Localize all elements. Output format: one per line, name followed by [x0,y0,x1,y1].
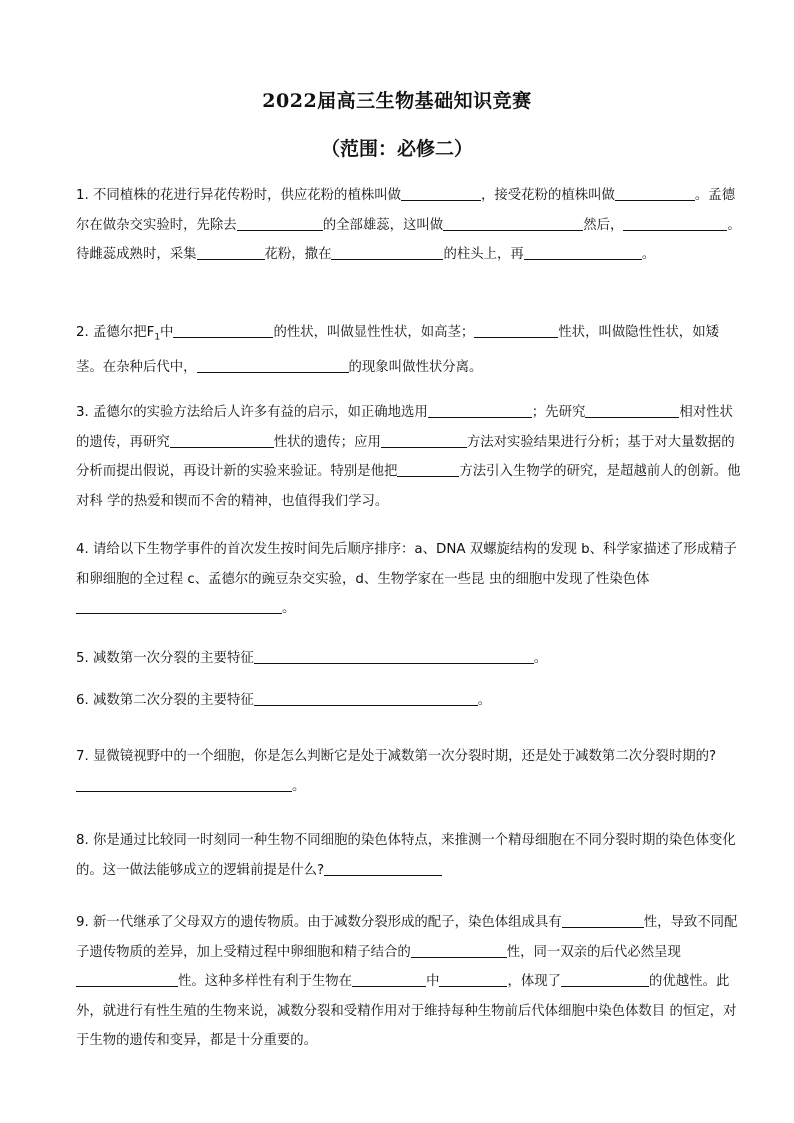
answer-blank[interactable] [562,911,644,928]
page-title: 2022届高三生物基础知识竞赛 [262,90,532,112]
question-text: 1. 不同植株的花进行异花传粉时，供应花粉的植株叫做 [76,188,402,203]
answer-blank[interactable] [381,431,467,448]
question-text: 的柱头上，再 [443,247,524,262]
answer-blank[interactable] [331,243,443,260]
question-text: 8. 你是通过比较同一时刻同一种生物不同细胞的染色体特点，来推测一个精母细胞在不同分裂时期的染色体变化的。这一做法能够成立的逻辑前提是什么? [76,833,736,878]
answer-blank[interactable] [401,184,481,201]
question-9 [76,908,742,1056]
answer-blank[interactable] [474,321,558,338]
answer-blank[interactable] [524,243,642,260]
question-text: 性，同一双亲的后代必然呈现 [506,944,681,960]
question-text: 。 [292,778,306,794]
question-text: 2. 孟德尔把F [76,325,155,340]
answer-blank[interactable] [237,214,323,231]
question-text: 中 [160,325,174,340]
answer-blank[interactable] [76,970,178,987]
answer-blank[interactable] [397,460,459,477]
answer-blank[interactable] [170,431,274,448]
answer-blank[interactable] [585,401,679,418]
question-text: 。 [533,651,548,666]
question-text: ，接受花粉的植株叫做 [481,188,615,203]
question-text: 6. 减数第二次分裂的主要特征 [76,693,254,708]
answer-blank[interactable] [443,214,583,231]
answer-blank[interactable] [173,321,273,338]
question-3 [76,398,742,516]
answer-blank[interactable] [324,859,442,876]
question-text: 方法引入生物学的研究，是超越前人的创新。他对科 学的热爱和锲而不舍的精神，也值得我们学习。 [76,464,741,509]
question-8 [76,826,742,885]
question-2 [76,318,742,383]
question-text: 的优越性。此外，就进行有性生殖的生物来说，减数分裂和受精作用对于维持每种生物前后代体细胞中染色体数目 的恒定，对于生物的遗传和变异，都是十分重要的。 [76,974,737,1048]
question-text: 。 [641,247,656,262]
question-text: 性状，叫做隐性性状，如矮茎。在杂种后代中， [76,325,719,376]
answer-blank[interactable] [197,243,265,260]
page-subtitle: （范围：必修二） [320,138,473,160]
question-text: 性状的遗传；应用 [273,434,381,450]
answer-blank[interactable] [254,689,478,706]
answer-blank[interactable] [197,356,349,373]
question-text: 花粉，撒在 [264,247,332,262]
question-text: 的全部雄蕊，这叫做 [322,217,444,233]
question-text: 。待雌蕊成熟时，采集 [76,217,741,262]
answer-blank[interactable] [254,647,534,664]
question-text: 然后， [583,217,624,233]
question-1 [76,181,742,270]
question-text: 方法对实验结果进行分析；基于对大量数据的分析而提出假说，再设计新的实验来验证。特别是他把 [76,434,735,479]
question-text: 。 [477,693,492,708]
question-text: 7. 显微镜视野中的一个细胞，你是怎么判断它是处于减数第一次分裂时期，还是处于减数第二次分裂时期的? [76,749,717,764]
answer-blank[interactable] [615,184,695,201]
question-4 [76,535,742,624]
question-text: 性。这种多样性有利于生物在 [178,974,353,989]
question-5 [76,644,742,674]
question-text: 的现象叫做性状分离。 [348,360,483,376]
question-text: 9. 新一代继承了父母双方的遗传物质。由于减数分裂形成的配子，染色体组成具有 [76,915,562,930]
answer-blank[interactable] [76,775,292,792]
subscript: 1 [154,332,161,343]
question-6 [76,686,742,716]
question-text: 。孟德尔在做杂交实验时，先除去 [76,188,736,233]
answer-blank[interactable] [561,970,649,987]
answer-blank[interactable] [428,401,532,418]
question-text: 的性状，叫做显性性状，如高茎； [273,325,475,340]
question-text: 中 [426,974,440,989]
answer-blank[interactable] [76,597,282,614]
question-text: ；先研究 [531,405,586,420]
question-text: 3. 孟德尔的实验方法给后人许多有益的启示，如正确地选用 [76,405,428,420]
answer-blank[interactable] [352,970,426,987]
question-text: 相对性状的遗传，再研究 [76,405,733,450]
question-text: 。 [282,601,296,616]
question-text: 5. 减数第一次分裂的主要特征 [76,651,254,666]
question-text: ，体现了 [507,974,562,989]
question-text: 4. 请给以下生物学事件的首次发生按时间先后顺序排序：a、DNA 双螺旋结构的发现 b、科学家描述了形成精子和卵细胞的全过程 c、孟德尔的豌豆杂交实验，d、生物学家在一些昆 虫的细胞中发现了性染色体 [76,542,737,587]
answer-blank[interactable] [411,941,507,958]
answer-blank[interactable] [623,214,727,231]
question-text: 性，导致不同配子遗传物质的差异，加上受精过程中卵细胞和精子结合的 [76,915,738,960]
question-7 [76,742,742,801]
answer-blank[interactable] [439,970,507,987]
